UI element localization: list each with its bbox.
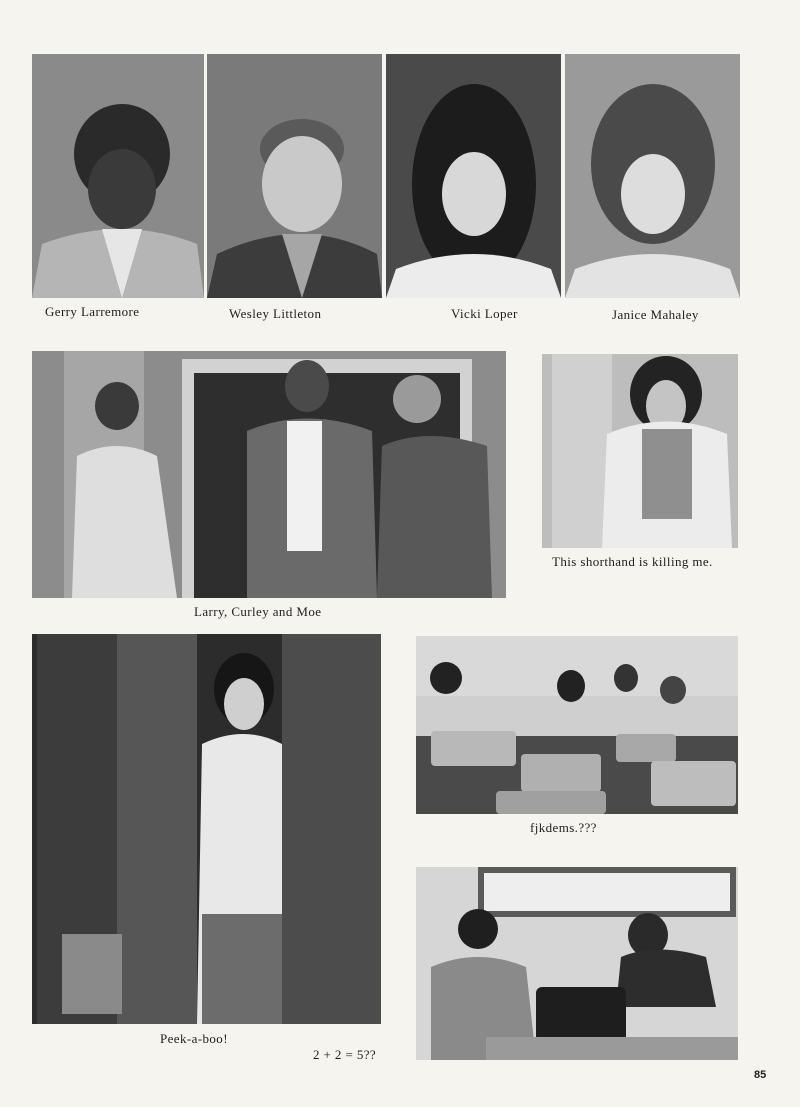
portrait-caption-4: Janice Mahaley	[612, 307, 699, 322]
math-class-photo	[416, 867, 738, 1060]
shorthand-caption: This shorthand is killing me.	[552, 554, 713, 569]
page-number: 85	[754, 1069, 767, 1081]
portrait-photo-4	[565, 54, 740, 298]
portrait-caption-1: Gerry Larremore	[45, 304, 140, 319]
locker-caption: Peek-a-boo!	[160, 1031, 228, 1046]
portrait-photo-2	[207, 54, 382, 298]
typing-class-photo	[416, 636, 738, 814]
trio-caption: Larry, Curley and Moe	[194, 604, 322, 619]
portrait-photo-1	[32, 54, 204, 298]
trio-photo	[32, 351, 506, 598]
locker-photo	[32, 634, 381, 1024]
math-caption: 2 + 2 = 5??	[313, 1047, 377, 1062]
portrait-photo-3	[386, 54, 561, 298]
portrait-caption-3: Vicki Loper	[451, 306, 518, 321]
portrait-caption-2: Wesley Littleton	[229, 306, 322, 321]
shorthand-photo	[542, 354, 738, 548]
typing-caption: fjkdems.???	[530, 820, 597, 835]
